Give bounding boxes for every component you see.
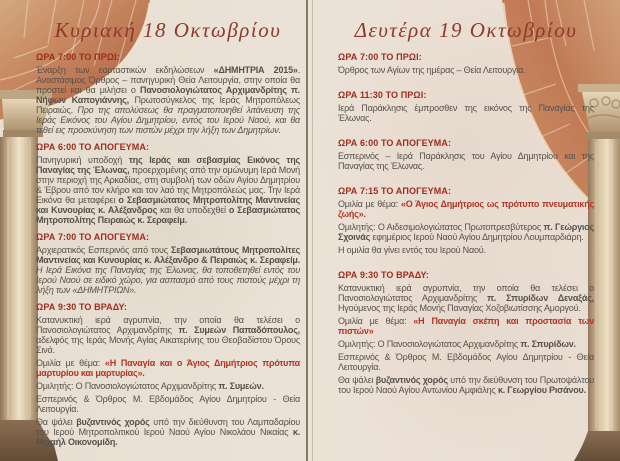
text-run: Όρθρος των Αγίων της ημέρας – Θεία Λειτουργία.: [338, 65, 526, 75]
event-time-heading: ΩΡΑ 11:30 ΤΟ ΠΡΩΙ:: [338, 90, 427, 100]
event-paragraph: [36, 245, 300, 295]
text-run: «Ο Άγιος Δημήτριος ως πρότυπο πνευματικής ζωής».: [338, 199, 595, 219]
event-paragraph: [36, 65, 300, 135]
event-block: [338, 270, 594, 395]
event-paragraph: [338, 65, 594, 75]
event-paragraph: [338, 222, 594, 242]
event-paragraph: [338, 316, 594, 336]
text-run: Θα ψάλει: [338, 375, 376, 385]
event-time-heading: ΩΡΑ 7:00 ΤΟ ΑΠΟΓΕΥΜΑ:: [36, 232, 150, 242]
event-time-heading: ΩΡΑ 9:30 ΤΟ ΒΡΑΔΥ:: [338, 270, 430, 280]
text-run: Αρχιερατικός Εσπερινός από τους: [36, 245, 171, 255]
event-time-heading: ΩΡΑ 6:00 ΤΟ ΑΠΟΓΕΥΜΑ:: [338, 138, 452, 148]
column-divider-dark-line: [306, 0, 308, 461]
text-run: Θα ψάλει: [36, 417, 77, 427]
left-day-title: Κυριακή 18 Οκτωβρίου: [54, 18, 282, 42]
text-run: ο Σεβασμιώτατος Μητροπολίτης Πειραιώς κ. Σεραφείμ.: [36, 205, 300, 225]
text-run: ο Σεβασμιώτατος Μητροπολίτης Μαντινείας και Κυνουρίας κ. Αλέξανδρος: [36, 195, 300, 215]
event-paragraph: [338, 352, 594, 372]
text-run: και θα υποδεχθεί: [157, 205, 229, 215]
event-paragraph: [338, 103, 594, 123]
event-time-heading: ΩΡΑ 7:15 ΤΟ ΑΠΟΓΕΥΜΑ:: [338, 186, 452, 196]
text-run: Ομιλητής: Ο Αιδεσιμολογιώτατος Πρωτοπρεσβύτερος: [338, 222, 544, 232]
text-run: «Η Παναγία σκέπη και προστασία των πιστών»: [338, 316, 595, 336]
left-page-column: [36, 18, 300, 450]
text-run: υπό την διεύθυνση του Λαμπαδαρίου του Ιερού Μητροπολιτικού Ιερού Ναού Αγίου Νικολάου Νικαίας: [36, 417, 300, 437]
text-run: Προ της απολύσεως θα πραγματοποιηθεί λιτάνευση της Ιεράς Εικόνος του Αγίου Δημητρίου, εντός του Ιερού Ναού, και θα τεθεί εις προσκύνηση των πιστών μέχρι την λήξη των Δημητρίων.: [36, 105, 300, 135]
event-block: [36, 52, 300, 135]
text-run: Ομιλία με θέμα:: [36, 358, 105, 368]
event-paragraph: [338, 283, 594, 313]
text-run: εφημέριος Ιερού Ναού Αγίου Δημητρίου Λουμπαρδιάρη.: [370, 232, 584, 242]
text-run: κ. Μιχαήλ Οικονομίδη.: [36, 427, 300, 447]
event-block: [36, 142, 300, 225]
text-run: αδελφός της Ιεράς Μονής Αγίας Αικατερίνης του Θεοβαδίστου Όρους Σινά.: [36, 335, 300, 355]
event-time-heading: ΩΡΑ 7:00 ΤΟ ΠΡΩΙ:: [338, 52, 422, 62]
text-run: π. Γεώργιος Σχοινάς: [338, 222, 594, 242]
text-run: π. Σπυρίδων Δεναξάς,: [487, 293, 594, 303]
text-run: Ιερά Παράκλησις έμπροσθεν της εικόνος της Παναγίας της Έλωνας.: [338, 103, 594, 123]
text-run: «Η Παναγία και ο Άγιος Δημήτριος πρότυπα μαρτυρίου και μαρτυρίας».: [36, 358, 300, 378]
text-run: Πανηγυρική υποδοχή: [36, 155, 129, 165]
text-run: Πρωτοσύγκελος της Ιεράς Μητροπόλεως Πειραιώς.: [36, 95, 301, 115]
text-run: Πανοσιολογιώτατος Αρχιμανδρίτης π. Νήφων Καπογιάννης,: [36, 85, 300, 105]
event-paragraph: [36, 417, 300, 447]
text-run: βυζαντινός χορός: [375, 375, 448, 385]
pillar-right-base: [574, 431, 620, 461]
event-paragraph: [338, 245, 594, 255]
event-block: [338, 186, 594, 255]
event-paragraph: [36, 155, 300, 225]
text-run: Κατανυκτική ιερά αγρυπνία, την οποία θα τελέσει ο Πανοσιολογιώτατος Αρχιμανδρίτης: [338, 283, 594, 303]
text-run: Ομιλία με θέμα:: [338, 316, 414, 326]
event-time-heading: ΩΡΑ 6:00 ΤΟ ΑΠΟΓΕΥΜΑ:: [36, 142, 150, 152]
event-paragraph: [36, 381, 300, 391]
text-run: Έναρξη των εορταστικών εκδηλώσεων: [36, 65, 214, 75]
text-run: της Ιεράς και σεβασμίας Εικόνος της Παναγίας της Έλωνας,: [36, 155, 301, 175]
event-time-heading: ΩΡΑ 7:00 ΤΟ ΠΡΩΙ:: [36, 52, 120, 62]
text-run: π. Σπυρίδων.: [520, 339, 576, 349]
text-run: Ηγούμενος της Ιεράς Μονής Παναγίας Χοζοβιωτίσσης Αμοργού.: [338, 303, 581, 313]
text-run: π. Συμεών Παπαδόπουλος,: [178, 325, 300, 335]
event-block: [36, 232, 300, 295]
event-paragraph: [36, 315, 300, 355]
event-block: [338, 52, 594, 75]
column-divider-light-line: [312, 0, 313, 461]
event-block: [338, 138, 594, 171]
text-run: κ. Γεωργίου Ρισάνου.: [497, 385, 586, 395]
event-paragraph: [338, 151, 594, 171]
text-run: Η Ιερά Εικόνα της Παναγίας της Έλωνας, θα τοποθετηθεί εντός του Ιερού Ναού σε ειδικό χώρο, για ασπασμό από τους πιστούς μέχρι τη λήξη των «ΔΗΜΗΤΡΙΩΝ».: [36, 265, 300, 295]
text-run: Κατανυκτική ιερά αγρυπνία, την οποία θα τελέσει ο Πανοσιολογιώτατος Αρχιμανδρίτης: [36, 315, 300, 335]
text-run: Εσπερινός & Όρθρος Μ. Εβδομάδος Αγίου Δημητρίου - Θεία Λειτουργία.: [36, 394, 300, 414]
event-paragraph: [338, 375, 594, 395]
text-run: . Αναστάσιμος Όρθρος – πανηγυρική Θεία Λειτουργία, στην οποία θα προστεί και θα μιλήσει ο: [36, 65, 300, 95]
event-time-heading: ΩΡΑ 9:30 ΤΟ ΒΡΑΔΥ:: [36, 302, 128, 312]
text-run: Ομιλητής: Ο Πανοσιολογιώτατος Αρχιμανδρίτης: [338, 339, 521, 349]
text-run: υπό την διεύθυνση του Πρωτοψάλτου του Ιερού Ναού Αγίου Αντωνίου Αμφιάλης: [338, 375, 594, 395]
text-run: Ομιλία με θέμα:: [338, 199, 401, 209]
text-run: «ΔΗΜΗΤΡΙΑ 2015»: [213, 65, 298, 75]
event-paragraph: [338, 339, 594, 349]
right-events-list: [338, 52, 594, 395]
right-page-column: [338, 18, 594, 398]
text-run: Εσπερινός & Όρθρος Μ. Εβδομάδος Αγίου Δημητρίου - Θεία Λειτουργία.: [338, 352, 594, 372]
right-day-title: Δευτέρα 19 Οκτωβρίου: [354, 18, 578, 42]
text-run: Η ομιλία θα γίνει εντός του Ιερού Ναού.: [338, 245, 486, 255]
pillar-left-shaft: [0, 137, 38, 421]
event-paragraph: [36, 358, 300, 378]
text-run: Εσπερινός – Ιερά Παράκλησις του Αγίου Δημητρίου και της Παναγίας της Έλωνας.: [338, 151, 594, 171]
event-paragraph: [36, 394, 300, 414]
event-paragraph: [338, 199, 594, 219]
text-run: Ομιλητής: Ο Πανοσιολογιώτατος Αρχιμανδρίτης: [36, 381, 219, 391]
text-run: προερχομένης από την ομώνυμη Ιερά Μονή στην περιοχή της Αρκαδίας, στη συμβολή των οδών Αγίου Δημητρίου & Έβρου από τον κλήρο και τον λαό της Μητροπόλεώς μας. Την Ιερά Εικόνα θα μεταφέρει: [36, 165, 300, 205]
event-block: [338, 90, 594, 123]
text-run: βυζαντινός χορός: [76, 417, 150, 427]
text-run: π. Συμεών.: [218, 381, 264, 391]
event-block: [36, 302, 300, 447]
left-events-list: [36, 52, 300, 447]
text-run: Σεβασμιωτάτους Μητροπολίτες Μαντινείας και Κυνουρίας κ. Αλέξανδρο & Πειραιώς κ. Σεραφείμ.: [36, 245, 300, 265]
